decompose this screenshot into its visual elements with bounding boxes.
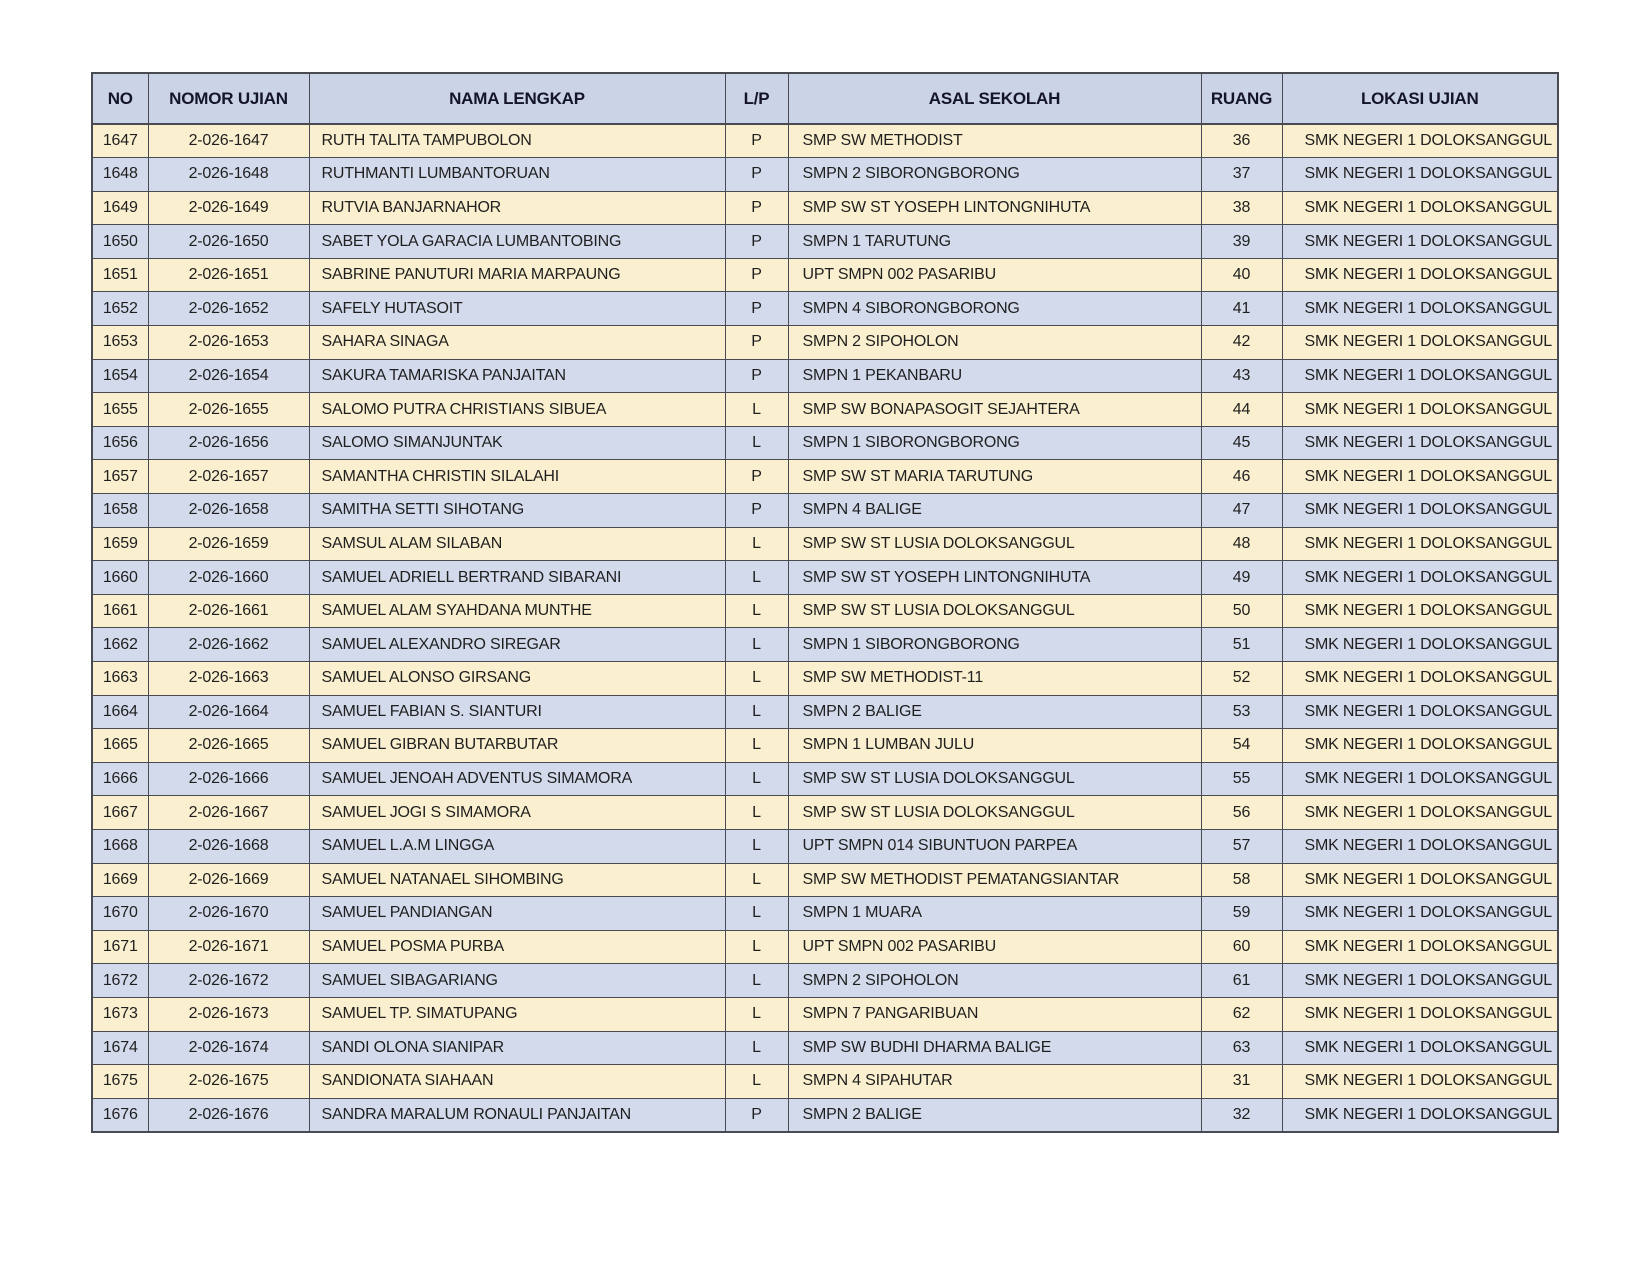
table-row <box>92 292 1558 326</box>
cell-nama-lengkap: SAFELY HUTASOIT <box>309 292 725 326</box>
cell-nomor-ujian: 2-026-1655 <box>148 393 309 427</box>
cell-no: 1672 <box>92 964 148 998</box>
cell-lokasi-ujian: SMK NEGERI 1 DOLOKSANGGUL <box>1282 628 1558 662</box>
cell-lp: L <box>725 997 788 1031</box>
col-header-ruang: RUANG <box>1201 73 1282 124</box>
cell-lokasi-ujian: SMK NEGERI 1 DOLOKSANGGUL <box>1282 158 1558 192</box>
table-body <box>92 124 1558 1132</box>
cell-lokasi-ujian: SMK NEGERI 1 DOLOKSANGGUL <box>1282 527 1558 561</box>
cell-ruang: 37 <box>1201 158 1282 192</box>
cell-nama-lengkap: SAMUEL ADRIELL BERTRAND SIBARANI <box>309 561 725 595</box>
cell-nomor-ujian: 2-026-1669 <box>148 863 309 897</box>
cell-no: 1658 <box>92 494 148 528</box>
cell-nama-lengkap: SAMUEL JOGI S SIMAMORA <box>309 796 725 830</box>
cell-no: 1673 <box>92 997 148 1031</box>
cell-lp: L <box>725 897 788 931</box>
cell-lokasi-ujian: SMK NEGERI 1 DOLOKSANGGUL <box>1282 359 1558 393</box>
cell-ruang: 62 <box>1201 997 1282 1031</box>
table-row <box>92 225 1558 259</box>
cell-nama-lengkap: SAMUEL ALAM SYAHDANA MUNTHE <box>309 594 725 628</box>
cell-lp: L <box>725 762 788 796</box>
cell-nomor-ujian: 2-026-1658 <box>148 494 309 528</box>
cell-no: 1648 <box>92 158 148 192</box>
cell-nama-lengkap: SAMUEL NATANAEL SIHOMBING <box>309 863 725 897</box>
cell-lokasi-ujian: SMK NEGERI 1 DOLOKSANGGUL <box>1282 292 1558 326</box>
cell-nama-lengkap: SAMANTHA CHRISTIN SILALAHI <box>309 460 725 494</box>
cell-lp: L <box>725 729 788 763</box>
cell-nama-lengkap: SANDIONATA SIAHAAN <box>309 1065 725 1099</box>
cell-lp: L <box>725 695 788 729</box>
table-row <box>92 191 1558 225</box>
cell-nama-lengkap: SAMUEL GIBRAN BUTARBUTAR <box>309 729 725 763</box>
cell-asal-sekolah: SMPN 1 SIBORONGBORONG <box>788 426 1201 460</box>
exam-participant-list <box>91 72 1559 1133</box>
cell-nomor-ujian: 2-026-1653 <box>148 326 309 360</box>
table-row <box>92 695 1558 729</box>
cell-asal-sekolah: SMPN 4 SIPAHUTAR <box>788 1065 1201 1099</box>
cell-asal-sekolah: SMP SW METHODIST <box>788 124 1201 158</box>
cell-ruang: 41 <box>1201 292 1282 326</box>
cell-lokasi-ujian: SMK NEGERI 1 DOLOKSANGGUL <box>1282 762 1558 796</box>
cell-lokasi-ujian: SMK NEGERI 1 DOLOKSANGGUL <box>1282 124 1558 158</box>
table-row <box>92 863 1558 897</box>
cell-lokasi-ujian: SMK NEGERI 1 DOLOKSANGGUL <box>1282 729 1558 763</box>
cell-no: 1676 <box>92 1098 148 1132</box>
cell-asal-sekolah: SMP SW ST LUSIA DOLOKSANGGUL <box>788 762 1201 796</box>
col-header-no: NO <box>92 73 148 124</box>
cell-lokasi-ujian: SMK NEGERI 1 DOLOKSANGGUL <box>1282 393 1558 427</box>
cell-ruang: 52 <box>1201 662 1282 696</box>
cell-asal-sekolah: SMP SW BONAPASOGIT SEJAHTERA <box>788 393 1201 427</box>
cell-no: 1674 <box>92 1031 148 1065</box>
cell-ruang: 31 <box>1201 1065 1282 1099</box>
cell-no: 1660 <box>92 561 148 595</box>
cell-ruang: 60 <box>1201 930 1282 964</box>
cell-no: 1670 <box>92 897 148 931</box>
cell-asal-sekolah: SMPN 2 SIBORONGBORONG <box>788 158 1201 192</box>
table-row <box>92 1031 1558 1065</box>
cell-ruang: 42 <box>1201 326 1282 360</box>
cell-lp: L <box>725 829 788 863</box>
cell-no: 1651 <box>92 258 148 292</box>
table-row <box>92 494 1558 528</box>
cell-asal-sekolah: SMPN 1 LUMBAN JULU <box>788 729 1201 763</box>
cell-asal-sekolah: SMPN 2 SIPOHOLON <box>788 326 1201 360</box>
table-row <box>92 460 1558 494</box>
cell-lp: P <box>725 124 788 158</box>
cell-ruang: 55 <box>1201 762 1282 796</box>
cell-nomor-ujian: 2-026-1672 <box>148 964 309 998</box>
header-row <box>92 73 1558 124</box>
cell-ruang: 40 <box>1201 258 1282 292</box>
cell-lp: L <box>725 393 788 427</box>
cell-lokasi-ujian: SMK NEGERI 1 DOLOKSANGGUL <box>1282 460 1558 494</box>
cell-nama-lengkap: SALOMO PUTRA CHRISTIANS SIBUEA <box>309 393 725 427</box>
cell-nomor-ujian: 2-026-1660 <box>148 561 309 595</box>
cell-nama-lengkap: SAMUEL ALONSO GIRSANG <box>309 662 725 696</box>
cell-nama-lengkap: SAMUEL FABIAN S. SIANTURI <box>309 695 725 729</box>
exam-participants-table <box>91 72 1559 1133</box>
cell-lp: L <box>725 628 788 662</box>
cell-asal-sekolah: SMP SW ST YOSEPH LINTONGNIHUTA <box>788 561 1201 595</box>
cell-nama-lengkap: SAMUEL TP. SIMATUPANG <box>309 997 725 1031</box>
cell-lp: L <box>725 426 788 460</box>
cell-ruang: 39 <box>1201 225 1282 259</box>
cell-ruang: 63 <box>1201 1031 1282 1065</box>
cell-asal-sekolah: SMP SW ST LUSIA DOLOKSANGGUL <box>788 594 1201 628</box>
cell-lp: L <box>725 527 788 561</box>
cell-lp: P <box>725 1098 788 1132</box>
cell-nomor-ujian: 2-026-1654 <box>148 359 309 393</box>
cell-lokasi-ujian: SMK NEGERI 1 DOLOKSANGGUL <box>1282 1098 1558 1132</box>
cell-asal-sekolah: UPT SMPN 002 PASARIBU <box>788 930 1201 964</box>
cell-lp: L <box>725 561 788 595</box>
table-row <box>92 897 1558 931</box>
cell-ruang: 54 <box>1201 729 1282 763</box>
cell-nama-lengkap: RUTH TALITA TAMPUBOLON <box>309 124 725 158</box>
cell-nomor-ujian: 2-026-1659 <box>148 527 309 561</box>
cell-nama-lengkap: SANDI OLONA SIANIPAR <box>309 1031 725 1065</box>
cell-nomor-ujian: 2-026-1674 <box>148 1031 309 1065</box>
col-header-nama-lengkap: NAMA LENGKAP <box>309 73 725 124</box>
cell-nama-lengkap: SAMUEL SIBAGARIANG <box>309 964 725 998</box>
table-row <box>92 628 1558 662</box>
cell-nama-lengkap: SALOMO SIMANJUNTAK <box>309 426 725 460</box>
cell-nama-lengkap: SABET YOLA GARACIA LUMBANTOBING <box>309 225 725 259</box>
cell-ruang: 32 <box>1201 1098 1282 1132</box>
cell-lokasi-ujian: SMK NEGERI 1 DOLOKSANGGUL <box>1282 1065 1558 1099</box>
cell-lp: P <box>725 258 788 292</box>
cell-lokasi-ujian: SMK NEGERI 1 DOLOKSANGGUL <box>1282 191 1558 225</box>
cell-no: 1661 <box>92 594 148 628</box>
cell-nomor-ujian: 2-026-1647 <box>148 124 309 158</box>
cell-nama-lengkap: SAMUEL ALEXANDRO SIREGAR <box>309 628 725 662</box>
cell-nama-lengkap: SAMUEL JENOAH ADVENTUS SIMAMORA <box>309 762 725 796</box>
cell-lokasi-ujian: SMK NEGERI 1 DOLOKSANGGUL <box>1282 964 1558 998</box>
cell-ruang: 53 <box>1201 695 1282 729</box>
table-header <box>92 73 1558 124</box>
cell-ruang: 58 <box>1201 863 1282 897</box>
cell-asal-sekolah: SMPN 2 BALIGE <box>788 695 1201 729</box>
cell-nomor-ujian: 2-026-1668 <box>148 829 309 863</box>
cell-asal-sekolah: UPT SMPN 002 PASARIBU <box>788 258 1201 292</box>
cell-asal-sekolah: SMPN 1 PEKANBARU <box>788 359 1201 393</box>
cell-lokasi-ujian: SMK NEGERI 1 DOLOKSANGGUL <box>1282 225 1558 259</box>
cell-lokasi-ujian: SMK NEGERI 1 DOLOKSANGGUL <box>1282 863 1558 897</box>
cell-ruang: 38 <box>1201 191 1282 225</box>
table-row <box>92 124 1558 158</box>
cell-nomor-ujian: 2-026-1663 <box>148 662 309 696</box>
cell-lokasi-ujian: SMK NEGERI 1 DOLOKSANGGUL <box>1282 494 1558 528</box>
cell-lp: P <box>725 191 788 225</box>
cell-no: 1652 <box>92 292 148 326</box>
cell-lp: L <box>725 964 788 998</box>
cell-nama-lengkap: SANDRA MARALUM RONAULI PANJAITAN <box>309 1098 725 1132</box>
cell-ruang: 48 <box>1201 527 1282 561</box>
cell-lp: P <box>725 292 788 326</box>
cell-ruang: 46 <box>1201 460 1282 494</box>
cell-lokasi-ujian: SMK NEGERI 1 DOLOKSANGGUL <box>1282 897 1558 931</box>
cell-nomor-ujian: 2-026-1664 <box>148 695 309 729</box>
table-row <box>92 1098 1558 1132</box>
col-header-asal-sekolah: ASAL SEKOLAH <box>788 73 1201 124</box>
cell-asal-sekolah: SMP SW METHODIST-11 <box>788 662 1201 696</box>
cell-lokasi-ujian: SMK NEGERI 1 DOLOKSANGGUL <box>1282 326 1558 360</box>
cell-ruang: 44 <box>1201 393 1282 427</box>
cell-ruang: 59 <box>1201 897 1282 931</box>
cell-nama-lengkap: SAMUEL L.A.M LINGGA <box>309 829 725 863</box>
col-header-lp: L/P <box>725 73 788 124</box>
cell-lp: P <box>725 460 788 494</box>
cell-no: 1662 <box>92 628 148 662</box>
cell-nomor-ujian: 2-026-1665 <box>148 729 309 763</box>
cell-nama-lengkap: SAHARA SINAGA <box>309 326 725 360</box>
table-row <box>92 393 1558 427</box>
col-header-lokasi-ujian: LOKASI UJIAN <box>1282 73 1558 124</box>
cell-lokasi-ujian: SMK NEGERI 1 DOLOKSANGGUL <box>1282 1031 1558 1065</box>
cell-asal-sekolah: SMP SW BUDHI DHARMA BALIGE <box>788 1031 1201 1065</box>
cell-nomor-ujian: 2-026-1671 <box>148 930 309 964</box>
table-row <box>92 1065 1558 1099</box>
cell-lokasi-ujian: SMK NEGERI 1 DOLOKSANGGUL <box>1282 426 1558 460</box>
cell-nomor-ujian: 2-026-1661 <box>148 594 309 628</box>
cell-no: 1667 <box>92 796 148 830</box>
cell-lokasi-ujian: SMK NEGERI 1 DOLOKSANGGUL <box>1282 258 1558 292</box>
cell-lokasi-ujian: SMK NEGERI 1 DOLOKSANGGUL <box>1282 796 1558 830</box>
cell-no: 1649 <box>92 191 148 225</box>
cell-no: 1656 <box>92 426 148 460</box>
table-row <box>92 527 1558 561</box>
cell-nama-lengkap: SAMUEL PANDIANGAN <box>309 897 725 931</box>
cell-ruang: 57 <box>1201 829 1282 863</box>
cell-ruang: 51 <box>1201 628 1282 662</box>
cell-ruang: 36 <box>1201 124 1282 158</box>
cell-nama-lengkap: SAMUEL POSMA PURBA <box>309 930 725 964</box>
cell-no: 1647 <box>92 124 148 158</box>
cell-asal-sekolah: SMP SW ST MARIA TARUTUNG <box>788 460 1201 494</box>
cell-lp: L <box>725 796 788 830</box>
cell-no: 1654 <box>92 359 148 393</box>
cell-asal-sekolah: SMP SW ST LUSIA DOLOKSANGGUL <box>788 527 1201 561</box>
cell-lokasi-ujian: SMK NEGERI 1 DOLOKSANGGUL <box>1282 829 1558 863</box>
cell-ruang: 61 <box>1201 964 1282 998</box>
table-row <box>92 762 1558 796</box>
cell-lp: P <box>725 494 788 528</box>
cell-nama-lengkap: SAMITHA SETTI SIHOTANG <box>309 494 725 528</box>
cell-lokasi-ujian: SMK NEGERI 1 DOLOKSANGGUL <box>1282 561 1558 595</box>
table-row <box>92 594 1558 628</box>
cell-nomor-ujian: 2-026-1675 <box>148 1065 309 1099</box>
cell-no: 1675 <box>92 1065 148 1099</box>
cell-lp: P <box>725 359 788 393</box>
cell-nama-lengkap: RUTVIA BANJARNAHOR <box>309 191 725 225</box>
cell-lp: L <box>725 863 788 897</box>
cell-ruang: 49 <box>1201 561 1282 595</box>
cell-ruang: 45 <box>1201 426 1282 460</box>
cell-nomor-ujian: 2-026-1662 <box>148 628 309 662</box>
cell-lokasi-ujian: SMK NEGERI 1 DOLOKSANGGUL <box>1282 695 1558 729</box>
cell-nomor-ujian: 2-026-1676 <box>148 1098 309 1132</box>
cell-lp: L <box>725 1065 788 1099</box>
cell-asal-sekolah: SMPN 4 BALIGE <box>788 494 1201 528</box>
cell-nomor-ujian: 2-026-1670 <box>148 897 309 931</box>
table-row <box>92 796 1558 830</box>
table-row <box>92 964 1558 998</box>
cell-asal-sekolah: UPT SMPN 014 SIBUNTUON PARPEA <box>788 829 1201 863</box>
table-row <box>92 326 1558 360</box>
cell-nomor-ujian: 2-026-1673 <box>148 997 309 1031</box>
cell-asal-sekolah: SMP SW ST LUSIA DOLOKSANGGUL <box>788 796 1201 830</box>
cell-nomor-ujian: 2-026-1649 <box>148 191 309 225</box>
cell-asal-sekolah: SMPN 1 TARUTUNG <box>788 225 1201 259</box>
table-row <box>92 426 1558 460</box>
cell-nomor-ujian: 2-026-1650 <box>148 225 309 259</box>
cell-lokasi-ujian: SMK NEGERI 1 DOLOKSANGGUL <box>1282 594 1558 628</box>
cell-lp: P <box>725 225 788 259</box>
cell-lp: L <box>725 930 788 964</box>
cell-lokasi-ujian: SMK NEGERI 1 DOLOKSANGGUL <box>1282 997 1558 1031</box>
cell-nomor-ujian: 2-026-1652 <box>148 292 309 326</box>
cell-ruang: 56 <box>1201 796 1282 830</box>
table-row <box>92 997 1558 1031</box>
cell-asal-sekolah: SMPN 4 SIBORONGBORONG <box>788 292 1201 326</box>
cell-lp: L <box>725 662 788 696</box>
table-row <box>92 930 1558 964</box>
cell-ruang: 50 <box>1201 594 1282 628</box>
cell-no: 1659 <box>92 527 148 561</box>
cell-asal-sekolah: SMP SW ST YOSEPH LINTONGNIHUTA <box>788 191 1201 225</box>
table-row <box>92 561 1558 595</box>
cell-asal-sekolah: SMPN 7 PANGARIBUAN <box>788 997 1201 1031</box>
cell-lp: L <box>725 1031 788 1065</box>
col-header-nomor-ujian: NOMOR UJIAN <box>148 73 309 124</box>
cell-ruang: 47 <box>1201 494 1282 528</box>
cell-no: 1664 <box>92 695 148 729</box>
cell-nomor-ujian: 2-026-1657 <box>148 460 309 494</box>
cell-lokasi-ujian: SMK NEGERI 1 DOLOKSANGGUL <box>1282 930 1558 964</box>
cell-lp: P <box>725 158 788 192</box>
cell-asal-sekolah: SMPN 2 BALIGE <box>788 1098 1201 1132</box>
cell-nama-lengkap: SABRINE PANUTURI MARIA MARPAUNG <box>309 258 725 292</box>
table-row <box>92 359 1558 393</box>
table-row <box>92 829 1558 863</box>
cell-no: 1671 <box>92 930 148 964</box>
cell-nomor-ujian: 2-026-1648 <box>148 158 309 192</box>
cell-asal-sekolah: SMPN 1 MUARA <box>788 897 1201 931</box>
cell-no: 1657 <box>92 460 148 494</box>
cell-asal-sekolah: SMPN 2 SIPOHOLON <box>788 964 1201 998</box>
cell-nomor-ujian: 2-026-1651 <box>148 258 309 292</box>
cell-nomor-ujian: 2-026-1666 <box>148 762 309 796</box>
cell-lp: P <box>725 326 788 360</box>
cell-ruang: 43 <box>1201 359 1282 393</box>
cell-no: 1668 <box>92 829 148 863</box>
table-row <box>92 662 1558 696</box>
cell-lp: L <box>725 594 788 628</box>
cell-lokasi-ujian: SMK NEGERI 1 DOLOKSANGGUL <box>1282 662 1558 696</box>
cell-no: 1655 <box>92 393 148 427</box>
cell-asal-sekolah: SMP SW METHODIST PEMATANGSIANTAR <box>788 863 1201 897</box>
table-row <box>92 258 1558 292</box>
cell-no: 1653 <box>92 326 148 360</box>
cell-no: 1650 <box>92 225 148 259</box>
cell-no: 1669 <box>92 863 148 897</box>
cell-no: 1663 <box>92 662 148 696</box>
cell-nama-lengkap: RUTHMANTI LUMBANTORUAN <box>309 158 725 192</box>
cell-nama-lengkap: SAKURA TAMARISKA PANJAITAN <box>309 359 725 393</box>
cell-no: 1665 <box>92 729 148 763</box>
cell-asal-sekolah: SMPN 1 SIBORONGBORONG <box>788 628 1201 662</box>
cell-nama-lengkap: SAMSUL ALAM SILABAN <box>309 527 725 561</box>
cell-nomor-ujian: 2-026-1656 <box>148 426 309 460</box>
table-row <box>92 729 1558 763</box>
table-row <box>92 158 1558 192</box>
cell-nomor-ujian: 2-026-1667 <box>148 796 309 830</box>
cell-no: 1666 <box>92 762 148 796</box>
